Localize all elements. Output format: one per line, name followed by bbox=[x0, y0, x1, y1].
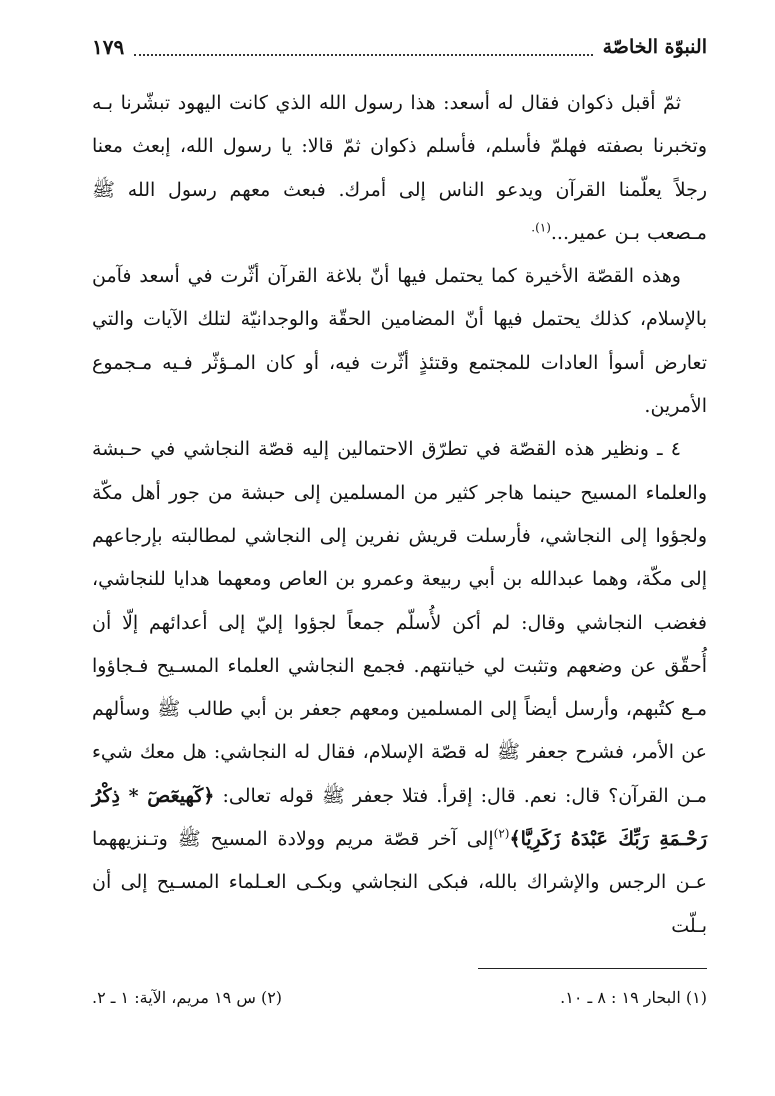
footnote-ref-2[interactable]: (٢) bbox=[493, 826, 510, 841]
footnote-2: (٢) س ١٩ مريم، الآية: ١ ـ ٢. bbox=[92, 988, 283, 1007]
page-body bbox=[92, 82, 707, 948]
running-header bbox=[92, 30, 707, 64]
dot-leader bbox=[134, 53, 592, 56]
page-number: ١٧٩ bbox=[92, 35, 125, 59]
chapter-title: النبوّة الخاصّة bbox=[602, 36, 707, 58]
footnote-ref-1[interactable]: (١). bbox=[531, 220, 551, 235]
paragraph-3-text-before: ٤ ـ ونظير هذه القصّة في تطرّق الاحتمالين إليه قصّة النجاشي في حـبشة والعلماء المسيح حينما هاجر كثير من المسلمين إلى حبشة من جور أهل مكّة ولجؤوا إلى النجاشي، فأرسلت قريش نفرين إلى النجاشي لمطالبته بإرجاعهم إلى مكّة، وهما عبدالله بن أبي ربيعة وعمرو بن العاص ومعهما هدايا للنجاشي، فغضب النجاشي وقال: لم أكن لأُسلّم جمعاً لجؤوا إليّ إلى أعدائهم إلّا أن أُحقّق عن وضعهم وتثبت لي خيانتهم. فجمع النجاشي العلماء المسـيح فـجاؤوا مـع كتُبهم، وأرسل أيضاً إلى المسلمين ومعهم جعفر بن أبي طالب ﷺ وسألهم عن الأمر، فشرح جعفر ﷺ له قصّة الإسلام، فقال له النجاشي: هل معك شيء مـن القرآن؟ قال: نعم. قال: إقرأ. فتلا جعفر ﷺ قوله تعالى: bbox=[92, 438, 707, 807]
footnotes bbox=[92, 988, 707, 1007]
footnote-separator bbox=[478, 968, 707, 969]
paragraph-3 bbox=[92, 428, 707, 948]
footnote-1: (١) البحار ١٩ : ٨ ـ ١٠. bbox=[560, 988, 707, 1007]
paragraph-1 bbox=[92, 82, 707, 255]
paragraph-2-text: وهذه القصّة الأخيرة كما يحتمل فيها أنّ بلاغة القرآن أثّرت في أسعد فآمن بالإسلام، كذلك يحتمل فيها أنّ المضامين الحقّة والوجدانيّة لتلك الآيات والتي تعارض أسوأ العادات للمجتمع وقتئذٍ أثّرت فيه، أو كان المـؤثّر فـيه مـجموع الأمرين. bbox=[92, 265, 707, 418]
paragraph-1-text: ثمّ أقبل ذكوان فقال له أسعد: هذا رسول الله الذي كانت اليهود تبشّرنا بـه وتخبرنا بصفته فهلمّ فأسلم، فأسلم ذكوان ثمّ قالا: يا رسول الله، إبعث معنا رجلاً يعلّمنا القرآن ويدعو الناس إلى أمرك. فبعث معهم رسول الله ﷺ مـصعب بـن عمير... bbox=[92, 92, 707, 244]
quran-verse: ﴿كٓهيعٓصٓ * ذِكْرُ رَحْـمَةِ رَبِّكَ عَبْدَهُ زَكَرِيَّا﴾ bbox=[92, 784, 708, 851]
paragraph-2 bbox=[92, 255, 707, 428]
paragraph-3-text-after: إلى آخر قصّة مريم وولادة المسيح ﷺ وتـنزيههما عـن الرجس والإشراك بالله، فبكى النجاشي وبكـى العـلماء المسـيح إلى أن بـلّت bbox=[92, 828, 707, 937]
